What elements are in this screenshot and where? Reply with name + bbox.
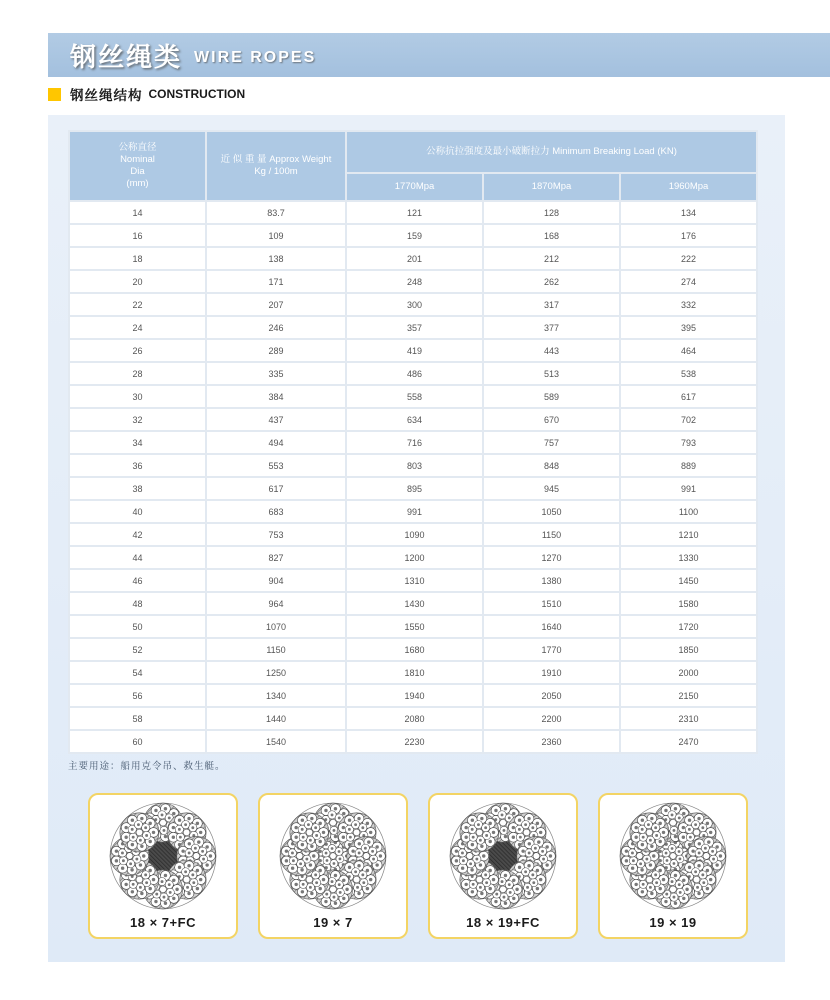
- table-cell: 437: [207, 409, 345, 430]
- banner-title-zh: 钢丝绳类: [70, 41, 183, 72]
- table-cell: 486: [347, 363, 482, 384]
- header-grade-1770: 1770Mpa: [347, 174, 482, 200]
- header-breaking-load: 公称抗拉强度及最小破断拉力 Minimum Breaking Load (KN): [347, 132, 756, 172]
- table-cell: 1850: [621, 639, 756, 660]
- table-cell: 357: [347, 317, 482, 338]
- table-row: [70, 593, 756, 614]
- table-row: [70, 524, 756, 545]
- table-cell: 262: [484, 271, 619, 292]
- rope-label: 18 × 19+FC: [466, 915, 540, 930]
- table-cell: 207: [207, 294, 345, 315]
- table-cell: 617: [207, 478, 345, 499]
- table-cell: 513: [484, 363, 619, 384]
- table-cell: 138: [207, 248, 345, 269]
- spec-table: [68, 130, 758, 754]
- table-cell: 134: [621, 202, 756, 223]
- rope-card: [88, 793, 238, 939]
- table-cell: 1380: [484, 570, 619, 591]
- table-cell: 1680: [347, 639, 482, 660]
- table-cell: 52: [70, 639, 205, 660]
- table-cell: 1940: [347, 685, 482, 706]
- table-cell: 42: [70, 524, 205, 545]
- table-cell: 803: [347, 455, 482, 476]
- table-cell: 848: [484, 455, 619, 476]
- table-row: [70, 386, 756, 407]
- table-cell: 1210: [621, 524, 756, 545]
- table-cell: 1450: [621, 570, 756, 591]
- table-row: [70, 685, 756, 706]
- table-cell: 2200: [484, 708, 619, 729]
- table-cell: 14: [70, 202, 205, 223]
- table-row: [70, 731, 756, 752]
- table-cell: 1070: [207, 616, 345, 637]
- table-cell: 121: [347, 202, 482, 223]
- table-cell: 201: [347, 248, 482, 269]
- table-cell: 176: [621, 225, 756, 246]
- table-cell: 212: [484, 248, 619, 269]
- table-cell: 300: [347, 294, 482, 315]
- table-cell: 827: [207, 547, 345, 568]
- table-cell: 945: [484, 478, 619, 499]
- table-cell: 248: [347, 271, 482, 292]
- table-row: [70, 501, 756, 522]
- table-cell: 54: [70, 662, 205, 683]
- table-cell: 634: [347, 409, 482, 430]
- table-cell: 395: [621, 317, 756, 338]
- table-cell: 30: [70, 386, 205, 407]
- table-cell: 494: [207, 432, 345, 453]
- table-cell: 1770: [484, 639, 619, 660]
- table-cell: 538: [621, 363, 756, 384]
- table-cell: 32: [70, 409, 205, 430]
- table-cell: 1580: [621, 593, 756, 614]
- table-cell: 274: [621, 271, 756, 292]
- table-row: [70, 708, 756, 729]
- table-cell: 1640: [484, 616, 619, 637]
- rope-card: [258, 793, 408, 939]
- table-cell: 1510: [484, 593, 619, 614]
- table-cell: 753: [207, 524, 345, 545]
- rope-cross-section-diagram: [445, 798, 561, 914]
- table-cell: 419: [347, 340, 482, 361]
- rope-cross-section-diagram: [105, 798, 221, 914]
- table-cell: 40: [70, 501, 205, 522]
- rope-cards: [88, 793, 768, 939]
- table-cell: 670: [484, 409, 619, 430]
- table-cell: 2000: [621, 662, 756, 683]
- table-cell: 22: [70, 294, 205, 315]
- table-cell: 289: [207, 340, 345, 361]
- table-row: [70, 662, 756, 683]
- table-cell: 128: [484, 202, 619, 223]
- table-cell: 1150: [207, 639, 345, 660]
- table-cell: 1720: [621, 616, 756, 637]
- header-grade-1960: 1960Mpa: [621, 174, 756, 200]
- table-cell: 617: [621, 386, 756, 407]
- table-row: [70, 570, 756, 591]
- table-cell: 1340: [207, 685, 345, 706]
- table-cell: 1090: [347, 524, 482, 545]
- table-cell: 332: [621, 294, 756, 315]
- table-cell: 28: [70, 363, 205, 384]
- page-banner: [48, 33, 830, 77]
- spec-table-body: [70, 202, 756, 752]
- table-cell: 1270: [484, 547, 619, 568]
- banner-title-en: WIRE ROPES: [194, 49, 317, 66]
- table-row: [70, 547, 756, 568]
- table-cell: 159: [347, 225, 482, 246]
- table-cell: 558: [347, 386, 482, 407]
- table-cell: 553: [207, 455, 345, 476]
- table-cell: 2470: [621, 731, 756, 752]
- table-row: [70, 294, 756, 315]
- table-cell: 1150: [484, 524, 619, 545]
- rope-cross-section-diagram: [615, 798, 731, 914]
- table-cell: 2230: [347, 731, 482, 752]
- header-grade-1870: 1870Mpa: [484, 174, 619, 200]
- table-cell: 757: [484, 432, 619, 453]
- table-cell: 18: [70, 248, 205, 269]
- table-cell: 36: [70, 455, 205, 476]
- table-cell: 1910: [484, 662, 619, 683]
- table-row: [70, 478, 756, 499]
- table-cell: 1550: [347, 616, 482, 637]
- table-cell: 589: [484, 386, 619, 407]
- table-cell: 377: [484, 317, 619, 338]
- table-cell: 109: [207, 225, 345, 246]
- table-cell: 716: [347, 432, 482, 453]
- table-cell: 1250: [207, 662, 345, 683]
- table-cell: 317: [484, 294, 619, 315]
- section-bullet-icon: [48, 88, 61, 101]
- table-row: [70, 616, 756, 637]
- table-cell: 222: [621, 248, 756, 269]
- section-heading: [48, 86, 245, 102]
- rope-card: [428, 793, 578, 939]
- content-panel: [48, 115, 785, 962]
- table-cell: 1440: [207, 708, 345, 729]
- table-cell: 168: [484, 225, 619, 246]
- usage-note: 主要用途：船用克令吊、救生艇。: [68, 761, 226, 772]
- table-row: [70, 225, 756, 246]
- table-cell: 384: [207, 386, 345, 407]
- header-nominal-dia: 公称直径 Nominal Dia (mm): [70, 132, 205, 200]
- table-cell: 46: [70, 570, 205, 591]
- table-cell: 56: [70, 685, 205, 706]
- table-row: [70, 340, 756, 361]
- table-cell: 20: [70, 271, 205, 292]
- table-cell: 16: [70, 225, 205, 246]
- rope-label: 19 × 7: [313, 915, 353, 930]
- table-cell: 83.7: [207, 202, 345, 223]
- table-cell: 889: [621, 455, 756, 476]
- table-cell: 2150: [621, 685, 756, 706]
- table-row: [70, 202, 756, 223]
- table-cell: 26: [70, 340, 205, 361]
- table-cell: 1540: [207, 731, 345, 752]
- rope-label: 19 × 19: [649, 915, 697, 930]
- table-cell: 60: [70, 731, 205, 752]
- table-cell: 702: [621, 409, 756, 430]
- table-row: [70, 432, 756, 453]
- section-title-en: CONSTRUCTION: [148, 87, 246, 101]
- table-cell: 24: [70, 317, 205, 338]
- table-cell: 2360: [484, 731, 619, 752]
- table-cell: 2310: [621, 708, 756, 729]
- table-cell: 464: [621, 340, 756, 361]
- table-cell: 991: [621, 478, 756, 499]
- table-cell: 443: [484, 340, 619, 361]
- table-cell: 1050: [484, 501, 619, 522]
- table-row: [70, 455, 756, 476]
- rope-label: 18 × 7+FC: [130, 915, 196, 930]
- table-cell: 793: [621, 432, 756, 453]
- section-title-zh: 钢丝绳结构: [70, 88, 143, 103]
- table-row: [70, 317, 756, 338]
- table-row: [70, 363, 756, 384]
- table-cell: 335: [207, 363, 345, 384]
- table-cell: 246: [207, 317, 345, 338]
- table-row: [70, 639, 756, 660]
- table-row: [70, 248, 756, 269]
- table-cell: 171: [207, 271, 345, 292]
- table-cell: 38: [70, 478, 205, 499]
- rope-cross-section-diagram: [275, 798, 391, 914]
- table-cell: 1310: [347, 570, 482, 591]
- table-cell: 1200: [347, 547, 482, 568]
- table-cell: 683: [207, 501, 345, 522]
- table-cell: 58: [70, 708, 205, 729]
- table-cell: 904: [207, 570, 345, 591]
- rope-card: [598, 793, 748, 939]
- table-cell: 44: [70, 547, 205, 568]
- table-cell: 50: [70, 616, 205, 637]
- table-row: [70, 271, 756, 292]
- table-cell: 1810: [347, 662, 482, 683]
- table-cell: 1430: [347, 593, 482, 614]
- header-approx-weight: 近 似 重 量 Approx Weight Kg / 100m: [207, 132, 345, 200]
- table-cell: 1100: [621, 501, 756, 522]
- table-cell: 2050: [484, 685, 619, 706]
- table-row: [70, 409, 756, 430]
- table-cell: 34: [70, 432, 205, 453]
- table-cell: 991: [347, 501, 482, 522]
- table-cell: 48: [70, 593, 205, 614]
- table-cell: 1330: [621, 547, 756, 568]
- table-cell: 2080: [347, 708, 482, 729]
- table-cell: 964: [207, 593, 345, 614]
- table-cell: 895: [347, 478, 482, 499]
